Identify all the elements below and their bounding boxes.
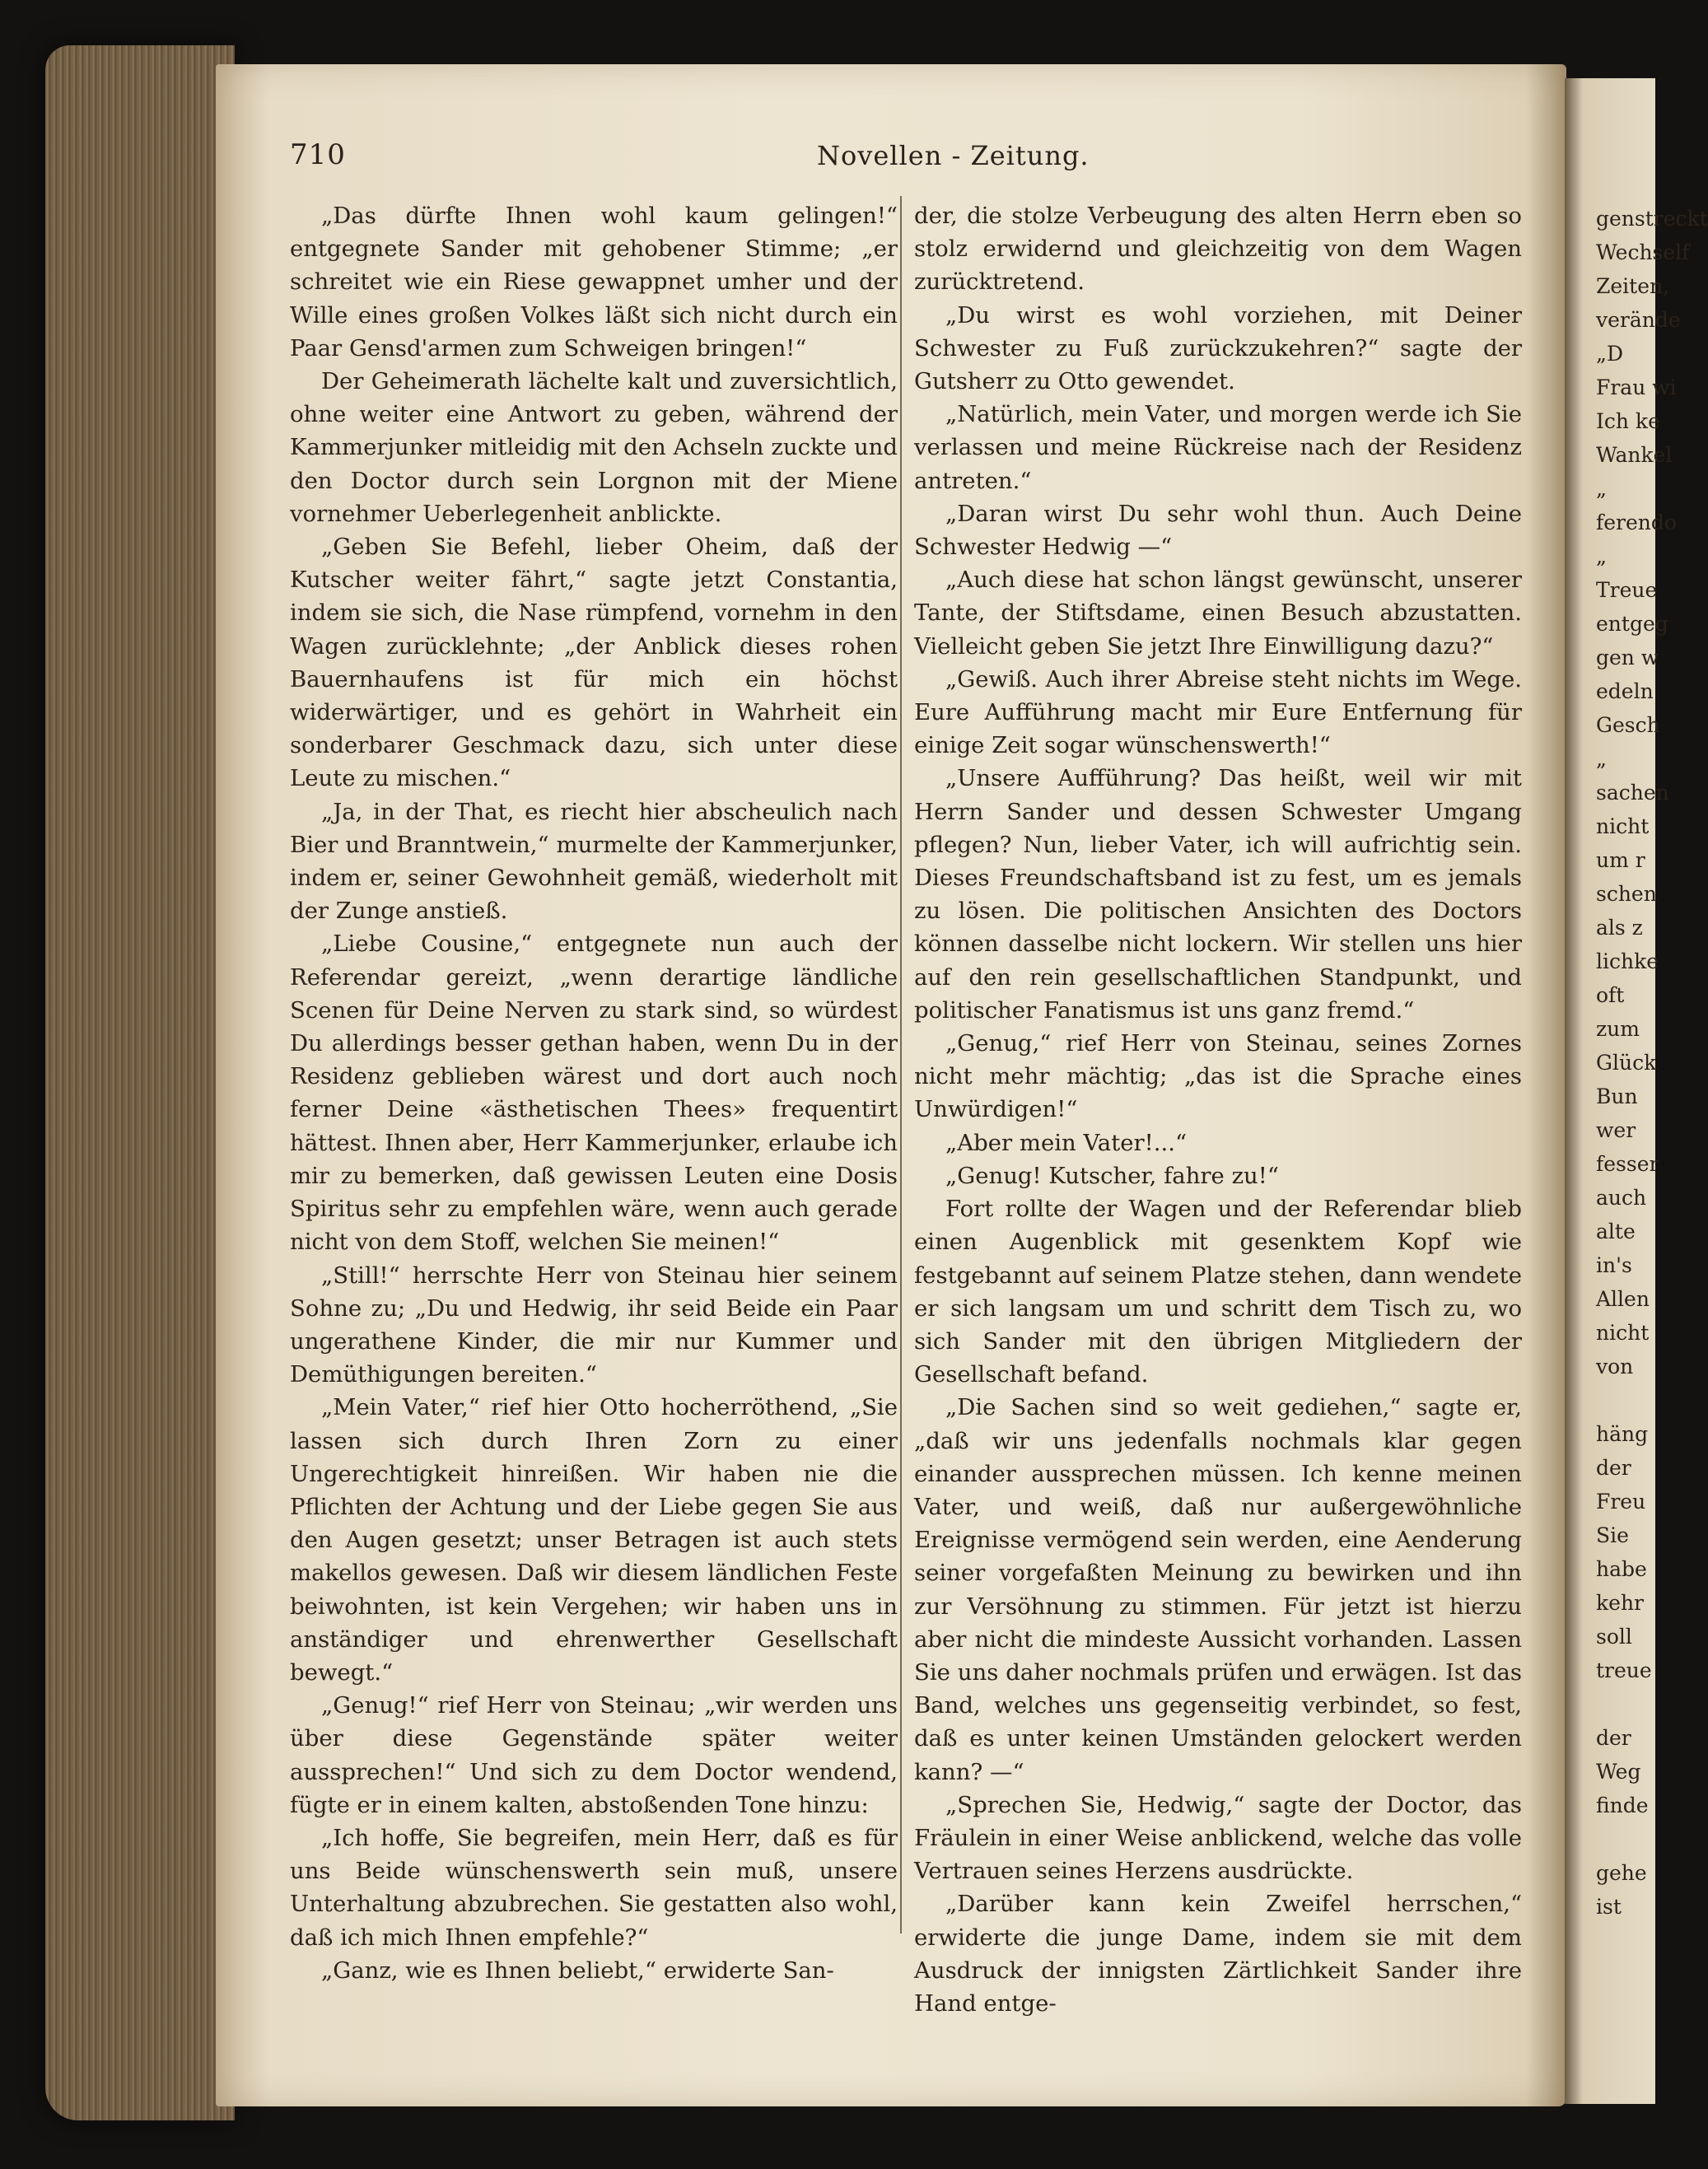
paragraph: „Genug,“ rief Herr von Steinau, seines Zornes nicht mehr mächtig; „das ist die Sprache eines Unwürdigen!“ [914,1030,1522,1123]
paragraph: Der Geheimerath lächelte kalt und zuversichtlich, ohne weiter eine Antwort zu geben, während der Kammerjunker mitleidig mit den Achseln zuckte und den Doctor durch sein Lorgnon mit der Miene vornehmer Ueberlegenheit anblickte. [290,368,898,527]
paragraph: der, die stolze Verbeugung des alten Herrn eben so stolz erwidernd und gleichzeitig von dem Wagen zurücktretend. [914,203,1522,296]
paragraph: „Still!“ herrschte Herr von Steinau hier seinem Sohne zu; „Du und Hedwig, ihr seid Beide ein Paar ungerathene Kinder, die mir nur Kummer und Demüthigungen bereiten.“ [290,1262,898,1388]
paragraph: „Ganz, wie es Ihnen beliebt,“ erwiderte San- [321,1957,834,1984]
next-page-text: genstreckt Wechself Zeiten, verände „D Frau wi Ich ke Wankel „ ferendo „ Treue entgeg gen w edeln Gesch „ sachen nicht um r schen als z lichke oft zum Glück Bun wer fesser auch alte in's Allen nicht von häng der Freu Sie habe kehr soll treue der Weg finde gehe ist [1596,207,1708,1919]
paragraph: „Mein Vater,“ rief hier Otto hocherröthend, „Sie lassen sich durch Ihren Zorn zu einer Ungerechtigkeit hinreißen. Wir haben nie die Pflichten der Achtung und der Liebe gegen Sie aus den Augen gesetzt; unser Betragen ist auch stets makellos gewesen. Daß wir diesem ländlichen Feste beiwohnten, ist kein Vergehen; wir haben uns in anständiger und ehrenwerther Gesellschaft bewegt.“ [290,1394,898,1686]
paragraph: „Unsere Aufführung? Das heißt, weil wir mit Herrn Sander und dessen Schwester Umgang pflegen? Nun, lieber Vater, ich will aufrichtig sein. Dieses Freundschaftsband ist zu fest, um es jemals zu lösen. Die politischen Ansichten des Doctors können dasselbe nicht lockern. Wir stellen uns hier auf den rein gesellschaftlichen Standpunkt, und politischer Fanatismus ist uns ganz fremd.“ [914,765,1522,1024]
paragraph: „Genug!“ rief Herr von Steinau; „wir werden uns über diese Gegenstände später weiter aussprechen!“ Und sich zu dem Doctor wendend, fügte er in einem kalten, abstoßenden Tone hinzu: [290,1692,898,1818]
paragraph: „Geben Sie Befehl, lieber Oheim, daß der Kutscher weiter fährt,“ sagte jetzt Constantia, indem sie sich, die Nase rümpfend, vornehm in den Wagen zurücklehnte; „der Anblick dieses rohen Bauernhaufens ist für mich ein höchst widerwärtiger, und es gehört in Wahrheit ein sonderbarer Geschmack dazu, sich unter diese Leute zu mischen.“ [290,534,898,792]
paragraph: „Daran wirst Du sehr wohl thun. Auch Deine Schwester Hedwig —“ [914,500,1522,561]
paragraph: „Ich hoffe, Sie begreifen, mein Herr, daß es für uns Beide wünschenswerth sein muß, unsere Unterhaltung abzubrechen. Sie gestatten also wohl, daß ich mich Ihnen empfehle?“ [290,1824,898,1951]
paragraph: „Gewiß. Auch ihrer Abreise steht nichts im Wege. Eure Aufführung macht mir Eure Entfernung für einige Zeit sogar wünschenswerth!“ [914,665,1522,759]
column-divider [900,196,902,1933]
paragraph: „Auch diese hat schon längst gewünscht, unserer Tante, der Stiftsdame, einen Besuch abzustatten. Vielleicht geben Sie jetzt Ihre Einwilligung dazu?“ [914,567,1522,660]
paragraph: „Ja, in der That, es riecht hier abscheulich nach Bier und Branntwein,“ murmelte der Kammerjunker, indem er, seiner Gewohnheit gemäß, wiederholt mit der Zunge anstieß. [290,798,898,925]
page-header [290,138,1525,188]
next-page-fragment [1565,78,1708,2104]
paragraph: „Darüber kann kein Zweifel herrschen,“ erwiderte die junge Dame, indem sie mit dem Ausdruck der innigsten Zärtlichkeit Sander ihre Hand entge- [914,1891,1522,2017]
paragraph: „Die Sachen sind so weit gediehen,“ sagte er, „daß wir uns jedenfalls nochmals klar gegen einander aussprechen müssen. Ich kenne meinen Vater, und weiß, daß nur außergewöhnliche Ereignisse vermögend sein werden, eine Aenderung seiner vorgefaßten Meinung zu bewirken und ihn zur Versöhnung zu stimmen. Für jetzt ist hierzu aber nicht die mindeste Aussicht vorhanden. Lassen Sie uns daher nochmals prüfen und erwägen. Ist das Band, welches uns gegenseitig verbindet, so fest, daß es unter keinen Umständen gelockert werden kann? —“ [914,1394,1522,1785]
page-number: 710 [290,138,346,171]
paragraph: „Sprechen Sie, Hedwig,“ sagte der Doctor, das Fräulein in einer Weise anblickend, welche das volle Vertrauen seines Herzens ausdrückte. [914,1791,1522,1885]
left-column [290,199,898,1987]
book-page-edges [45,45,235,2120]
paragraph: „Aber mein Vater!...“ [945,1129,1188,1156]
paragraph: „Natürlich, mein Vater, und morgen werde ich Sie verlassen und meine Rückreise nach der Residenz antreten.“ [914,401,1522,494]
paragraph: „Liebe Cousine,“ entgegnete nun auch der Referendar gereizt, „wenn derartige ländliche Scenen für Deine Nerven zu stark sind, so würdest Du allerdings besser gethan haben, wenn Du in der Residenz geblieben wärest und dort auch noch ferner Deine «ästhetischen Thees» frequentirt hättest. Ihnen aber, Herr Kammerjunker, erlaube ich mir zu bemerken, daß gewissen Leuten eine Dosis Spiritus sehr zu empfehlen wäre, wenn auch gerade nicht von dem Stoff, welchen Sie meinen!“ [290,931,898,1256]
paragraph: „Genug! Kutscher, fahre zu!“ [945,1162,1279,1189]
paragraph: „Das dürfte Ihnen wohl kaum gelingen!“ entgegnete Sander mit gehobener Stimme; „er schreitet wie ein Riese gewappnet umher und der Wille eines großen Volkes läßt sich nicht durch ein Paar Gensd'armen zum Schweigen bringen!“ [290,203,898,362]
running-head: Novellen - Zeitung. [817,140,1090,171]
paragraph: „Du wirst es wohl vorziehen, mit Deiner Schwester zu Fuß zurückzukehren?“ sagte der Gutsherr zu Otto gewendet. [914,301,1522,395]
right-column [914,199,1522,2020]
paragraph: Fort rollte der Wagen und der Referendar blieb einen Augenblick mit gesenktem Kopf wie festgebannt auf seinem Platze stehen, dann wendete er sich langsam um und schritt dem Tisch zu, wo sich Sander mit den übrigen Mitgliedern der Gesellschaft befand. [914,1196,1522,1388]
